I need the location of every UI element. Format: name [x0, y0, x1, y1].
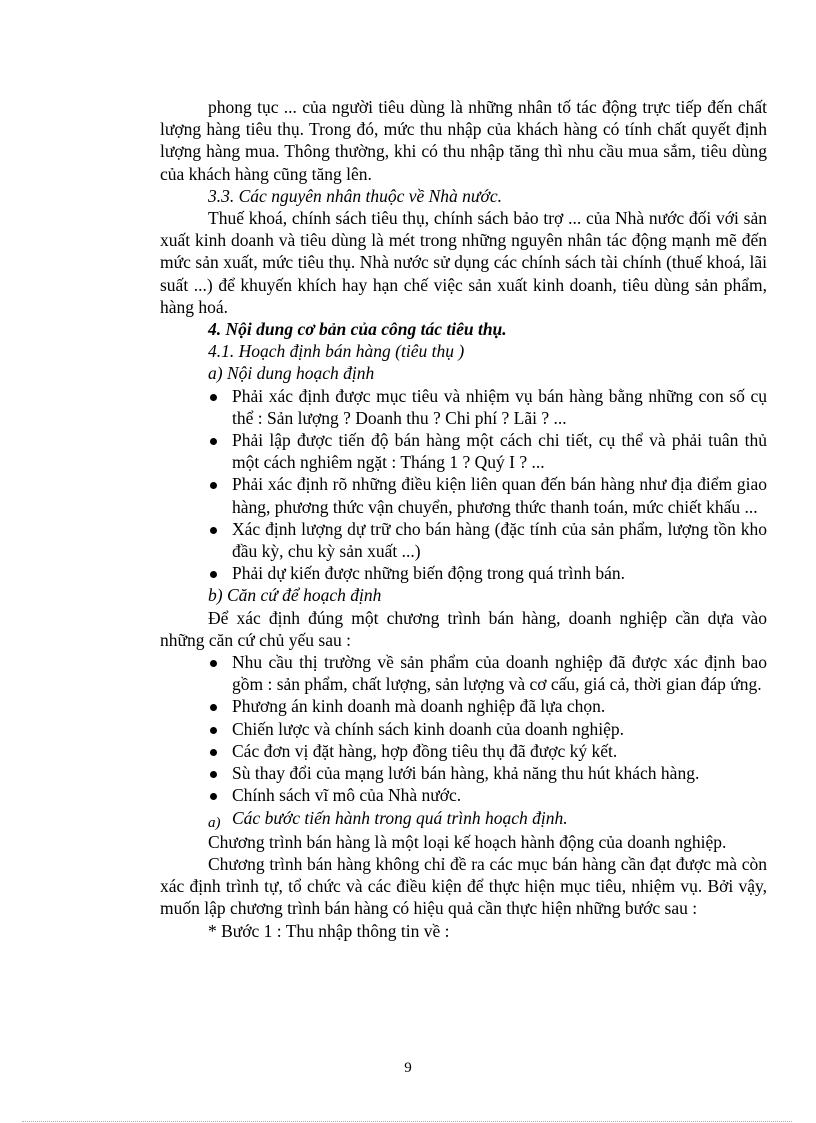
bullet-icon — [210, 527, 217, 534]
subheading-text: Các bước tiến hành trong quá trình hoạch định. — [232, 807, 568, 828]
list-item-text: Chiến lược và chính sách kinh doanh của doanh nghiệp. — [232, 718, 624, 739]
paragraph-planning-basis: Để xác định đúng một chương trình bán hàng, doanh nghiệp cần dựa vào những căn cứ chủ yếu sau : — [160, 607, 767, 650]
page-bottom-divider — [22, 1121, 792, 1122]
bullet-icon — [210, 749, 217, 756]
list-item — [160, 562, 767, 584]
list-item-text: Các đơn vị đặt hàng, hợp đồng tiêu thụ đã được ký kết. — [232, 740, 618, 761]
bullet-list-planning-basis — [160, 651, 767, 806]
list-item-text: Phải dự kiến được những biến động trong quá trình bán. — [232, 563, 625, 584]
subheading-marker: a) — [208, 814, 221, 831]
list-item — [160, 762, 767, 784]
section-heading-4: 4. Nội dung cơ bản của công tác tiêu thụ. — [208, 319, 507, 340]
list-item-text: Phải lập được tiến độ bán hàng một cách chi tiết, cụ thể và phải tuân thủ một cách nghiêm ngặt : Tháng 1 ? Quý I ? ... — [232, 430, 767, 473]
list-item — [160, 651, 767, 695]
step-1-label: * Bước 1 : Thu nhập thông tin về : — [208, 920, 450, 941]
list-item — [160, 518, 767, 562]
page-body — [160, 96, 767, 942]
subheading-a: a) Nội dung hoạch định — [208, 363, 375, 384]
list-item-text: Nhu cầu thị trường về sản phẩm của doanh nghiệp đã được xác định bao gồm : sản phẩm, chất lượng, sản lượng và cơ cấu, giá cả, thời gian đáp ứng. — [232, 652, 767, 695]
list-item — [160, 385, 767, 429]
paragraph-consumer-factors: phong tục ... của người tiêu dùng là những nhân tố tác động trực tiếp đến chất lượng hàng tiêu thụ. Trong đó, mức thu nhập của khách hàng có tính chất quyết định lượng hàng mua. Thông thường, khi có thu nhập tăng thì nhu cầu mua sắm, tiêu dùng của khách hàng cũng tăng lên. — [160, 97, 767, 184]
bullet-list-planning-content — [160, 385, 767, 585]
bullet-icon — [210, 394, 217, 401]
bullet-icon — [210, 571, 217, 578]
bullet-icon — [210, 771, 217, 778]
list-item-text: Phải xác định rõ những điều kiện liên quan đến bán hàng như địa điểm giao hàng, phương thức vận chuyển, phương thức thanh toán, mức chiết khấu ... — [232, 474, 767, 517]
page-number: 9 — [404, 1060, 412, 1076]
bullet-icon — [210, 704, 217, 711]
list-item-text: Phương án kinh doanh mà doanh nghiệp đã lựa chọn. — [232, 696, 606, 717]
list-item — [160, 740, 767, 762]
bullet-icon — [210, 482, 217, 489]
list-item — [160, 695, 767, 717]
bullet-icon — [210, 660, 217, 667]
list-item — [160, 473, 767, 517]
list-item — [160, 429, 767, 473]
paragraph-sales-program: Chương trình bán hàng là một loại kế hoạch hành động của doanh nghiệp. — [208, 831, 727, 852]
bullet-icon — [210, 793, 217, 800]
section-heading-3-3: 3.3. Các nguyên nhân thuộc về Nhà nước. — [208, 185, 502, 206]
subheading-c — [160, 807, 767, 831]
paragraph-state-policies: Thuế khoá, chính sách tiêu thụ, chính sách bảo trợ ... của Nhà nước đối với sản xuất kinh doanh và tiêu dùng là mét trong những nguyên nhân tác động mạnh mẽ đến mức sản xuất, mức tiêu thụ. Nhà nước sử dụng các chính sách tài chính (thuế khoá, lãi suất ...) để khuyến khích hay hạn chế việc sản xuất kinh doanh, tiêu dùng sản phẩm, hàng hoá. — [160, 208, 767, 317]
subheading-b: b) Căn cứ để hoạch định — [208, 585, 382, 606]
bullet-icon — [210, 727, 217, 734]
bullet-icon — [210, 438, 217, 445]
list-item-text: Chính sách vĩ mô của Nhà nước. — [232, 785, 462, 806]
list-item — [160, 718, 767, 740]
section-heading-4-1: 4.1. Hoạch định bán hàng (tiêu thụ ) — [208, 341, 465, 362]
paragraph-sales-program-steps: Chương trình bán hàng không chỉ đề ra các mục bán hàng cần đạt được mà còn xác định trình tự, tổ chức và các điều kiện để thực hiện mục tiêu, nhiệm vụ. Bởi vậy, muốn lập chương trình bán hàng có hiệu quả cần thực hiện những bước sau : — [160, 853, 767, 919]
list-item-text: Sù thay đổi của mạng lưới bán hàng, khả năng thu hút khách hàng. — [232, 763, 700, 784]
list-item-text: Phải xác định được mục tiêu và nhiệm vụ bán hàng bằng những con số cụ thể : Sản lượng ? Doanh thu ? Chi phí ? Lãi ? ... — [232, 385, 767, 428]
list-item-text: Xác định lượng dự trữ cho bán hàng (đặc tính của sản phẩm, lượng tồn kho đầu kỳ, chu kỳ sản xuất ...) — [232, 518, 767, 562]
list-item — [160, 784, 767, 806]
